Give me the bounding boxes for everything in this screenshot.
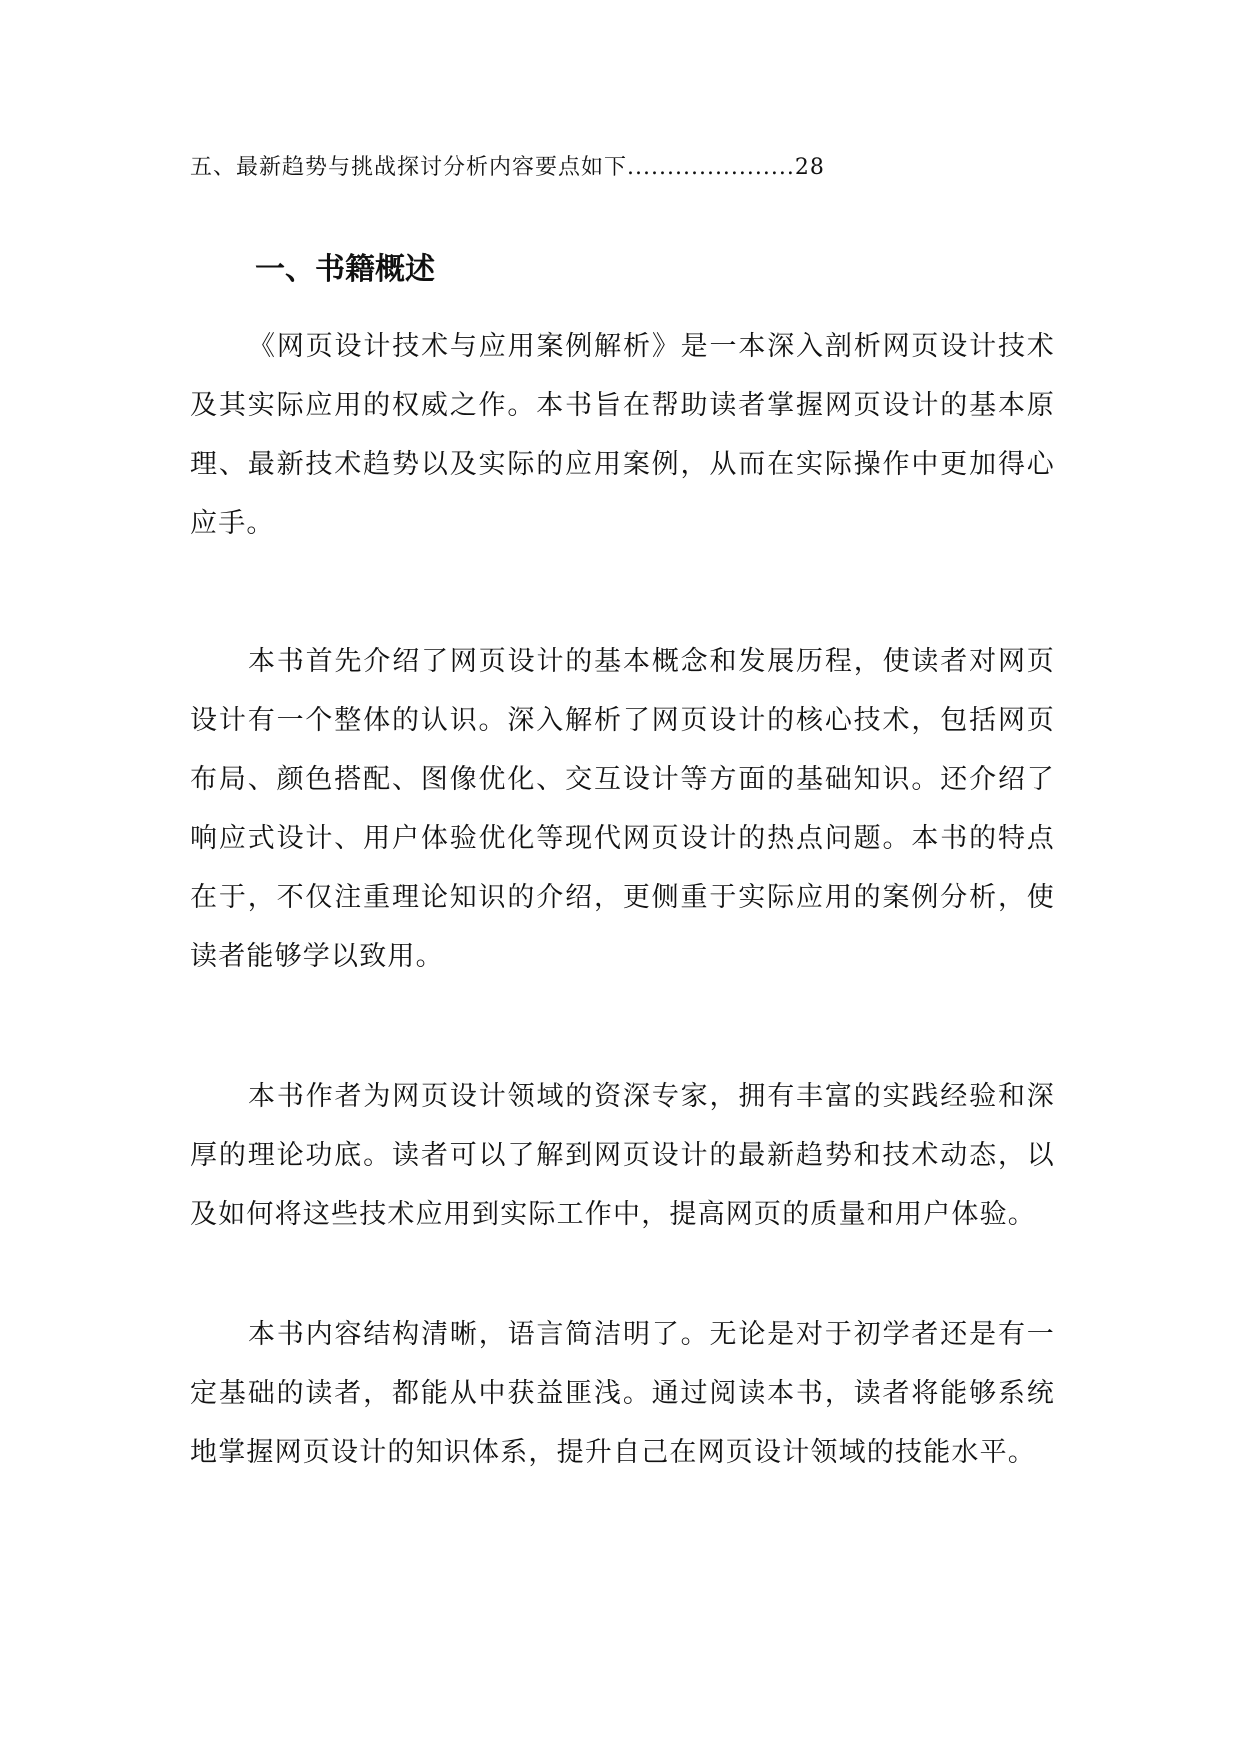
toc-entry[interactable] (190, 150, 825, 186)
paragraph-author: 本书作者为网页设计领域的资深专家，拥有丰富的实践经验和深厚的理论功底。读者可以了解到网页设计的最新趋势和技术动态，以及如何将这些技术应用到实际工作中，提高网页的质量和用户体验。 (190, 1081, 1055, 1230)
toc-leader-dots: ..................... (627, 155, 795, 180)
toc-page-number: 28 (794, 155, 825, 180)
toc-entry-text: 五、最新趋势与挑战探讨分析内容要点如下 (190, 155, 628, 180)
section-heading: 一、书籍概述 (255, 252, 435, 287)
paragraph-book-content: 本书首先介绍了网页设计的基本概念和发展历程，使读者对网页设计有一个整体的认识。深入解析了网页设计的核心技术，包括网页布局、颜色搭配、图像优化、交互设计等方面的基础知识。还介绍了响应式设计、用户体验优化等现代网页设计的热点问题。本书的特点在于，不仅注重理论知识的介绍，更侧重于实际应用的案例分析，使读者能够学以致用。 (190, 646, 1055, 972)
paragraph-structure: 本书内容结构清晰，语言简洁明了。无论是对于初学者还是有一定基础的读者，都能从中获益匪浅。通过阅读本书，读者将能够系统地掌握网页设计的知识体系，提升自己在网页设计领域的技能水平。 (190, 1319, 1055, 1468)
paragraph-book-intro: 《网页设计技术与应用案例解析》是一本深入剖析网页设计技术及其实际应用的权威之作。本书旨在帮助读者掌握网页设计的基本原理、最新技术趋势以及实际的应用案例，从而在实际操作中更加得心应手。 (190, 331, 1055, 539)
